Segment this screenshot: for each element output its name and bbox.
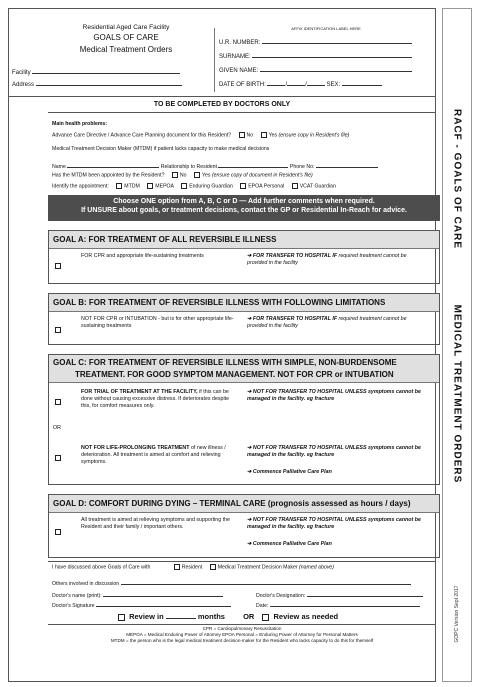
- form-subtitle: Medical Treatment Orders: [79, 45, 173, 54]
- footer-abbreviations: [48, 626, 436, 644]
- affix-label: AFFIX IDENTIFICATION LABEL HERE: [291, 26, 361, 31]
- appointed-question: Has the MTDM been appointed by the Resident?: [52, 172, 165, 179]
- goal-a-heading: GOAL A: FOR TREATMENT OF ALL REVERSIBLE ILLNESS: [49, 231, 439, 249]
- review-row: [112, 611, 338, 621]
- patient-id-block: [214, 28, 437, 92]
- appt-epoa: EPOA Personal: [248, 183, 285, 190]
- address-label: Address: [12, 82, 35, 88]
- appointed-no-label: No: [179, 172, 187, 179]
- goal-a-right: [247, 253, 427, 267]
- designation-field[interactable]: [256, 589, 423, 599]
- goal-c-heading-line-2: TREATMENT. FOR GOOD SYMPTOM MANAGEMENT. NOT FOR CPR or INTUBATION: [75, 370, 394, 379]
- doctors-heading: TO BE COMPLETED BY DOCTORS ONLY: [153, 101, 291, 108]
- months-label: months: [197, 612, 225, 621]
- goal-d-plan: ➔ Commence Palliative Care Plan: [247, 541, 332, 547]
- surname-field[interactable]: [219, 50, 412, 60]
- goal-a-right-bold: ➔ FOR TRANSFER TO HOSPITAL IF: [247, 253, 338, 259]
- mtdm-discussed-label: Medical Treatment Decision Maker: [217, 564, 298, 571]
- goal-b-heading: GOAL B: FOR TREATMENT OF REVERSIBLE ILLNESS WITH FOLLOWING LIMITATIONS: [49, 294, 439, 312]
- appointed-yes-label: Yes: [202, 172, 211, 179]
- acd-no-label: No: [246, 132, 254, 139]
- main-health-label: Main health problems:: [52, 121, 108, 127]
- goal-c-palliative-right: ➔ NOT FOR TRANSFER TO HOSPITAL UNLESS symptoms cannot be managed in the facility. eg fracture: [247, 445, 421, 458]
- goal-a-right-rest: required treatment cannot be provided in the facility: [247, 253, 407, 266]
- appointed-row: [52, 172, 313, 178]
- divider: [48, 561, 436, 562]
- mtdm-line: Medical Treatment Decision Maker (MTDM) if patient lacks capacity to make medical decisions: [52, 146, 270, 152]
- dob-label: DATE OF BIRTH:: [219, 82, 266, 88]
- given-name-field[interactable]: [219, 64, 412, 74]
- goal-b-right: [247, 316, 427, 330]
- facility-field[interactable]: [12, 66, 180, 76]
- acd-yes-label: Yes: [268, 132, 278, 139]
- goal-c-palliative-rest: of new illness / deterioration. All treatment is aimed at comfort and relieving symptoms.: [81, 445, 226, 465]
- goal-a-left: FOR CPR and appropriate life-sustaining treatments: [81, 253, 204, 259]
- date-field[interactable]: [256, 599, 420, 609]
- acd-no-checkbox[interactable]: [239, 132, 245, 138]
- signature-field[interactable]: [52, 599, 231, 609]
- goal-d-section: [48, 494, 440, 558]
- goal-d-checkbox[interactable]: [55, 529, 61, 535]
- vcat-checkbox[interactable]: [292, 183, 298, 189]
- goal-c-trial-title: FOR TRIAL OF TREATMENT AT THE FACILITY,: [81, 389, 198, 395]
- mtdm-discussed-checkbox[interactable]: [210, 564, 216, 570]
- appointed-yes-checkbox[interactable]: [194, 172, 200, 178]
- goal-c-heading: [49, 355, 439, 383]
- acd-yes-checkbox[interactable]: [261, 132, 267, 138]
- mtdm-discussed-note: (named above): [299, 564, 334, 571]
- goal-c-trial-right: ➔ NOT FOR TRANSFER TO HOSPITAL UNLESS symptoms cannot be managed in the facility. eg fracture: [247, 389, 421, 402]
- phone-label: Phone No:: [289, 164, 315, 170]
- header-title-block: [46, 24, 206, 54]
- footer-cpr: CPR = Cardiopulmonary Resuscitation: [202, 626, 282, 631]
- sidebar-title-orders: MEDICAL TREATMENT ORDERS: [451, 304, 463, 484]
- goal-b-section: [48, 293, 440, 345]
- appointed-no-checkbox[interactable]: [172, 172, 178, 178]
- dob-field[interactable]: DATE OF BIRTH: / / SEX:: [219, 78, 382, 88]
- review-in-label: Review in: [129, 612, 164, 621]
- resident-label: Resident: [181, 564, 203, 571]
- goal-d-heading: GOAL D: COMFORT DURING DYING – TERMINAL CARE (prognosis assessed as hours / days): [49, 495, 439, 513]
- goal-c-section: [48, 354, 440, 485]
- review-or: OR: [243, 612, 255, 621]
- goal-c-palliative-title: NOT FOR LIFE-PROLONGING TREATMENT: [81, 445, 190, 451]
- mtdm-contact-row[interactable]: [52, 160, 378, 170]
- appt-mtdm: MTDM: [124, 183, 140, 190]
- goal-c-palliative-text: [81, 445, 239, 466]
- name-label: Name: [52, 164, 66, 170]
- ur-number-field[interactable]: [219, 36, 412, 46]
- facility-label: Facility: [12, 70, 31, 76]
- goal-c-palliative-plan: ➔ Commence Palliative Care Plan: [247, 469, 332, 475]
- goal-b-right-bold: ➔ FOR TRANSFER TO HOSPITAL IF: [247, 316, 338, 322]
- divider: [48, 624, 436, 625]
- goal-d-right: ➔ NOT FOR TRANSFER TO HOSPITAL UNLESS symptoms cannot be managed in the facility. eg fracture: [247, 517, 421, 530]
- goal-b-checkbox[interactable]: [55, 327, 61, 333]
- mtdm-checkbox[interactable]: [116, 183, 122, 189]
- version-label: GOPC Version Sept 2017: [454, 585, 460, 643]
- appt-vcat: VCAT Guardian: [299, 183, 336, 190]
- appt-guardian: Enduring Guardian: [189, 183, 233, 190]
- divider: [8, 96, 436, 97]
- goal-c-palliative-checkbox[interactable]: [55, 455, 61, 461]
- ur-label: U.R. NUMBER:: [219, 40, 261, 46]
- appt-mepoa: MEPOA: [155, 183, 174, 190]
- epoa-checkbox[interactable]: [240, 183, 246, 189]
- given-label: GIVEN NAME:: [219, 68, 259, 74]
- goal-c-or: OR: [53, 425, 61, 431]
- footer-mepoa: MEPOA = Medical Enduring Power of Attorney EPOA Personal = Enduring Power of Attorney for Personal Matters: [126, 632, 358, 637]
- others-label: Others involved in discussion: [52, 581, 120, 587]
- surname-label: SURNAME:: [219, 54, 251, 60]
- appointed-note: (ensure copy of document in Resident's file): [211, 172, 313, 179]
- instruction-banner: [48, 195, 440, 221]
- designation-label: Doctor's Designation:: [256, 593, 306, 599]
- acd-row: [52, 132, 349, 138]
- others-field[interactable]: [52, 577, 411, 587]
- goal-d-left: All treatment is aimed at relieving symptoms and supporting the Resident and their family / important others.: [81, 517, 230, 530]
- goal-a-checkbox[interactable]: [55, 263, 61, 269]
- guardian-checkbox[interactable]: [181, 183, 187, 189]
- review-in-checkbox[interactable]: [118, 614, 125, 621]
- goal-a-section: [48, 230, 440, 284]
- relationship-label: Relationship to Resident: [160, 164, 217, 170]
- footer-mtdm: MTDM = the person who is the legal medical treatment decision-maker for the Resident who lacks capacity to do this for themself: [110, 638, 374, 643]
- discussed-label: I have discussed above Goals of Care with: [52, 564, 151, 571]
- acd-note: (ensure copy in Resident's file): [278, 132, 350, 139]
- sidebar-title-goals: RACF - GOALS OF CARE: [451, 109, 463, 249]
- goal-c-trial-checkbox[interactable]: [55, 399, 61, 405]
- address-field[interactable]: [12, 78, 182, 88]
- goal-b-left: NOT FOR CPR or INTUBATION - but is for other appropriate life-sustaining treatments: [81, 316, 234, 329]
- goal-c-heading-line-1: GOAL C: FOR TREATMENT OF REVERSIBLE ILLNESS WITH SIMPLE, NON-BURDENSOME: [53, 358, 397, 367]
- review-needed-checkbox[interactable]: [262, 614, 269, 621]
- mepoa-checkbox[interactable]: [147, 183, 153, 189]
- org-name: Residential Aged Care Facility: [82, 24, 170, 31]
- banner-line-2: If UNSURE about goals, or treatment decisions, contact the GP or Residential In-Reach for advice.: [81, 207, 407, 214]
- resident-checkbox[interactable]: [174, 564, 180, 570]
- doctor-name-label: Doctor's name (print):: [52, 593, 102, 599]
- appointment-row: [52, 183, 336, 189]
- banner-line-1: Choose ONE option from A, B, C or D — Add further comments when required.: [113, 198, 375, 205]
- sidebar-strip: [442, 8, 472, 682]
- date-label: Date:: [256, 603, 269, 609]
- doctor-name-field[interactable]: [52, 589, 223, 599]
- goal-b-right-rest: required treatment cannot be provided in the facility: [247, 316, 407, 329]
- acd-question: Advance Care Directive / Advance Care Planning document for this Resident?: [52, 132, 232, 139]
- identify-label: Identify the appointment:: [52, 183, 109, 190]
- discussed-row: [52, 564, 334, 570]
- review-needed-label: Review as needed: [273, 612, 339, 621]
- divider: [48, 112, 436, 113]
- goal-c-trial-rest: if this can be done without causing excessive distress. If deteriorates despite this, for comfort measures only.: [81, 389, 230, 409]
- sex-label: SEX:: [326, 82, 341, 88]
- goal-c-trial-text: [81, 389, 239, 410]
- signature-label: Doctor's Signature: [52, 603, 95, 609]
- form-title: GOALS OF CARE: [93, 33, 159, 42]
